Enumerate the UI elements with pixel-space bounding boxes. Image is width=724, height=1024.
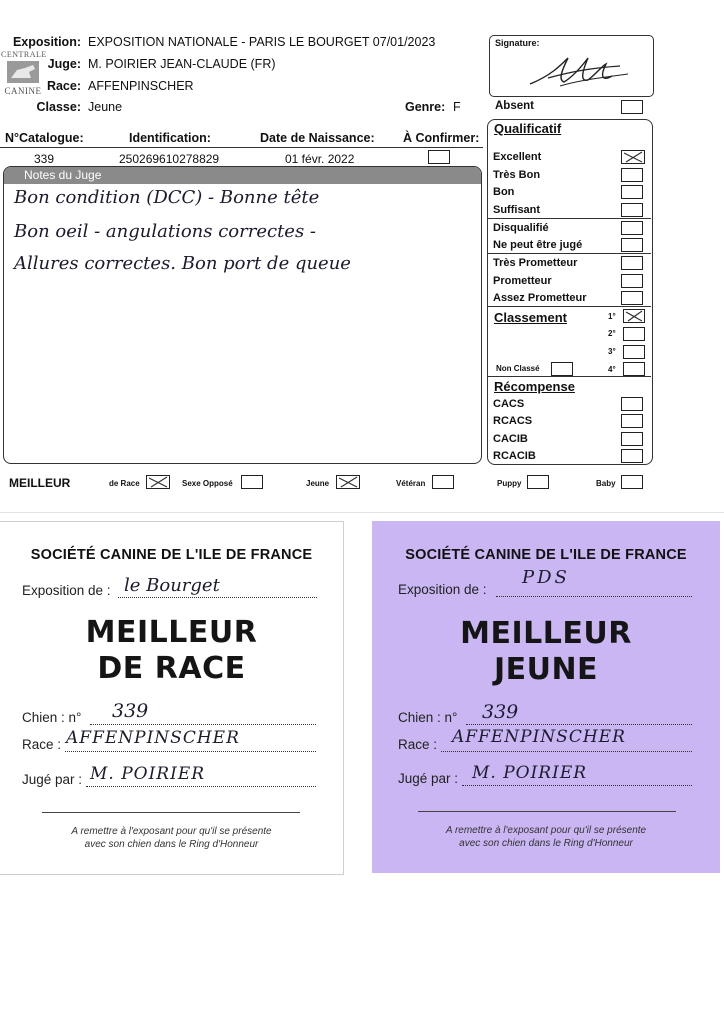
identification-header: Identification: xyxy=(129,131,211,145)
exposition-label: Exposition: xyxy=(12,35,81,49)
recompense-rcacs-checkbox[interactable] xyxy=(621,414,643,428)
meilleur-sexe-oppose-label: Sexe Opposé xyxy=(182,479,233,488)
qual-ne-peut-etre-juge-label: Ne peut être jugé xyxy=(493,239,583,251)
race-handwritten: AFFENPINSCHER xyxy=(66,728,240,748)
meilleur-veteran-label: Vétéran xyxy=(396,479,426,488)
exposition-de-label: Exposition de : xyxy=(398,582,487,597)
qual-divider-1 xyxy=(487,218,651,219)
catalogue-header: N°Catalogue: xyxy=(5,131,84,145)
chien-label: Chien : n° xyxy=(22,710,82,725)
juge-label: Juge: xyxy=(47,57,81,71)
notes-panel xyxy=(3,166,482,464)
handwritten-signature xyxy=(490,36,653,96)
classement-1-label: 1° xyxy=(608,312,616,321)
qual-suffisant-label: Suffisant xyxy=(493,204,541,216)
logo-dog-icon xyxy=(1,60,45,84)
chien-line xyxy=(466,724,692,725)
notes-title: Notes du Juge xyxy=(24,168,102,182)
award-card-meilleur-jeune xyxy=(372,521,720,873)
classe-label: Classe: xyxy=(36,100,81,114)
chien-line xyxy=(90,724,316,725)
meilleur-puppy-checkbox[interactable] xyxy=(527,475,549,489)
meilleur-jeune-label: Jeune xyxy=(306,479,330,488)
card-footer-line-1: A remettre à l'exposant pour qu'il se présente xyxy=(71,826,272,837)
classement-4-checkbox[interactable] xyxy=(623,362,645,376)
non-classe-label: Non Classé xyxy=(496,364,540,373)
exposition-de-line xyxy=(118,597,317,598)
meilleur-veteran-checkbox[interactable] xyxy=(432,475,454,489)
qual-prometteur-label: Prometteur xyxy=(493,275,552,287)
meilleur-label: MEILLEUR xyxy=(9,476,71,490)
note-line-2: Bon oeil - angulations correctes - xyxy=(14,221,317,242)
juge-value: M. POIRIER JEAN-CLAUDE (FR) xyxy=(88,57,276,71)
society-title: SOCIÉTÉ CANINE DE L'ILE DE FRANCE xyxy=(30,547,313,563)
recompense-title: Récompense xyxy=(494,379,575,394)
genre-value: F xyxy=(453,100,461,114)
qual-assez-prometteur-label: Assez Prometteur xyxy=(493,292,587,304)
centrale-canine-logo xyxy=(1,50,45,96)
exposition-de-line xyxy=(496,596,692,597)
juge-par-line xyxy=(86,786,316,787)
a-confirmer-checkbox[interactable] xyxy=(428,150,450,164)
award-title-line-2: DE RACE xyxy=(97,651,246,686)
qual-tres-prometteur-label: Très Prometteur xyxy=(493,257,578,269)
card-separator xyxy=(42,812,300,813)
exposition-value: EXPOSITION NATIONALE - PARIS LE BOURGET 07/01/2023 xyxy=(88,35,436,49)
classement-1-checkbox[interactable] xyxy=(623,309,645,323)
chien-label: Chien : n° xyxy=(398,710,458,725)
race-card-line xyxy=(65,751,316,752)
exposition-de-handwritten: le Bourget xyxy=(124,575,220,596)
qual-disqualifie-label: Disqualifié xyxy=(493,222,549,234)
recompense-cacs-label: CACS xyxy=(493,398,525,410)
race-card-label: Race : xyxy=(398,737,438,752)
catalogue-divider xyxy=(0,147,483,148)
meilleur-puppy-label: Puppy xyxy=(497,479,522,488)
signature-label: Signature: xyxy=(495,38,540,48)
absent-label: Absent xyxy=(495,100,534,112)
a-confirmer-header: À Confirmer: xyxy=(403,131,480,145)
qual-bon-label: Bon xyxy=(493,186,515,198)
juge-par-label: Jugé par : xyxy=(22,772,83,787)
exposition-de-handwritten: PDS xyxy=(522,567,570,588)
classement-4-label: 4° xyxy=(608,365,616,374)
notes-title-bar xyxy=(4,167,481,184)
award-title-line-1: MEILLEUR xyxy=(460,616,632,651)
date-naissance-value: 01 févr. 2022 xyxy=(285,152,355,166)
form-bottom-rule xyxy=(0,512,724,513)
card-footer-line-2: avec son chien dans le Ring d'Honneur xyxy=(459,838,633,849)
meilleur-baby-checkbox[interactable] xyxy=(621,475,643,489)
qual-bon-checkbox[interactable] xyxy=(621,185,643,199)
classement-3-label: 3° xyxy=(608,347,616,356)
card-footer-line-1: A remettre à l'exposant pour qu'il se présente xyxy=(445,825,647,836)
qual-ne-peut-etre-juge-checkbox[interactable] xyxy=(621,238,643,252)
race-handwritten: AFFENPINSCHER xyxy=(452,727,626,747)
meilleur-baby-label: Baby xyxy=(596,479,616,488)
exposition-de-label: Exposition de : xyxy=(22,583,111,598)
classement-2-checkbox[interactable] xyxy=(623,327,645,341)
qual-tres-prometteur-checkbox[interactable] xyxy=(621,256,643,270)
recompense-rcacib-checkbox[interactable] xyxy=(621,449,643,463)
award-card-meilleur-de-race xyxy=(0,521,344,875)
chien-handwritten: 339 xyxy=(112,700,149,722)
catalogue-number: 339 xyxy=(34,152,55,166)
classement-title: Classement xyxy=(494,310,567,325)
juge-par-line xyxy=(462,785,692,786)
race-label: Race: xyxy=(46,79,81,93)
qual-divider-3 xyxy=(487,306,651,307)
logo-text-top: CENTRALE xyxy=(1,50,47,59)
recompense-cacib-label: CACIB xyxy=(493,433,528,445)
classe-value: Jeune xyxy=(88,100,123,114)
juge-par-handwritten: M. POIRIER xyxy=(90,764,206,784)
note-line-3: Allures correctes. Bon port de queue xyxy=(14,253,351,274)
qual-assez-prometteur-checkbox[interactable] xyxy=(621,291,643,305)
absent-checkbox[interactable] xyxy=(621,100,643,114)
qual-tres-bon-label: Très Bon xyxy=(493,169,541,181)
genre-label: Genre: xyxy=(405,100,446,114)
qual-prometteur-checkbox[interactable] xyxy=(621,274,643,288)
card-footer-line-2: avec son chien dans le Ring d'Honneur xyxy=(84,839,259,850)
qual-divider-2 xyxy=(487,253,651,254)
classement-divider xyxy=(487,376,651,377)
meilleur-de-race-checkbox[interactable] xyxy=(146,475,170,489)
logo-text-bottom: CANINE xyxy=(4,86,42,96)
recompense-cacs-checkbox[interactable] xyxy=(621,397,643,411)
meilleur-sexe-oppose-checkbox[interactable] xyxy=(241,475,263,489)
classement-2-label: 2° xyxy=(608,329,616,338)
classement-3-checkbox[interactable] xyxy=(623,345,645,359)
race-card-line xyxy=(441,751,692,752)
juge-par-handwritten: M. POIRIER xyxy=(472,763,588,783)
recompense-cacib-checkbox[interactable] xyxy=(621,432,643,446)
qual-excellent-label: Excellent xyxy=(493,151,542,163)
chien-handwritten: 339 xyxy=(482,701,519,723)
recompense-rcacs-label: RCACS xyxy=(493,415,533,427)
meilleur-de-race-label: de Race xyxy=(109,479,140,488)
award-title-line-2: JEUNE xyxy=(493,652,599,687)
society-title: SOCIÉTÉ CANINE DE L'ILE DE FRANCE xyxy=(405,547,687,563)
note-line-1: Bon condition (DCC) - Bonne tête xyxy=(14,187,320,208)
qual-disqualifie-checkbox[interactable] xyxy=(621,221,643,235)
race-card-label: Race : xyxy=(22,737,62,752)
qualificatif-title: Qualificatif xyxy=(494,121,562,136)
race-value: AFFENPINSCHER xyxy=(88,79,194,93)
juge-par-label: Jugé par : xyxy=(398,771,459,786)
date-naissance-header: Date de Naissance: xyxy=(260,131,375,145)
signature-box xyxy=(489,35,654,97)
card-separator xyxy=(418,811,676,812)
recompense-rcacib-label: RCACIB xyxy=(493,450,536,462)
identification-value: 250269610278829 xyxy=(119,152,220,166)
qual-suffisant-checkbox[interactable] xyxy=(621,203,643,217)
non-classe-checkbox[interactable] xyxy=(551,362,573,376)
qual-tres-bon-checkbox[interactable] xyxy=(621,168,643,182)
award-title-line-1: MEILLEUR xyxy=(85,615,258,650)
qual-excellent-checkbox[interactable] xyxy=(621,150,645,164)
meilleur-jeune-checkbox[interactable] xyxy=(336,475,360,489)
